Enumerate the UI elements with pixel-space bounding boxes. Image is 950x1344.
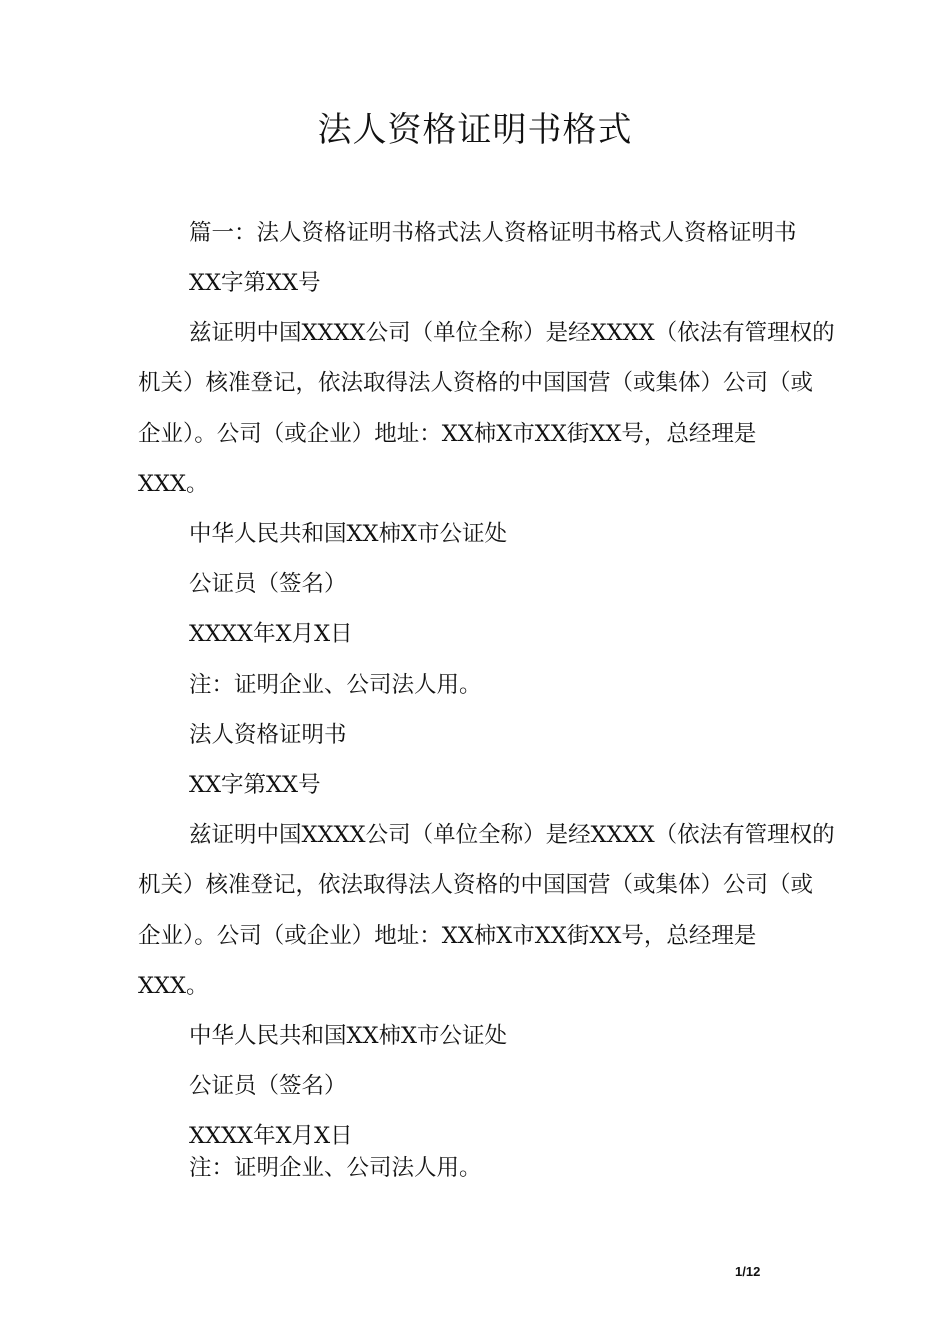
- date-line: XXXX年X月X日: [189, 1123, 353, 1149]
- paragraph-line: 企业）。公司（或企业）地址：XX柿X市XX街XX号，总经理是: [138, 421, 757, 447]
- note-line: 注：证明企业、公司法人用。: [189, 672, 482, 698]
- paragraph-line: XXX。: [138, 471, 209, 497]
- reference-number-line: XX字第XX号: [189, 772, 321, 798]
- notary-office-line: 中华人民共和国XX柿X市公证处: [189, 1023, 508, 1049]
- notary-signature-line: 公证员（签名）: [189, 571, 347, 597]
- date-line: XXXX年X月X日: [189, 621, 353, 647]
- paragraph-line: XXX。: [138, 973, 209, 999]
- paragraph-line: 兹证明中国XXXX公司（单位全称）是经XXXX（依法有管理权的: [189, 320, 835, 346]
- paragraph-line: 兹证明中国XXXX公司（单位全称）是经XXXX（依法有管理权的: [189, 822, 835, 848]
- note-line: 注：证明企业、公司法人用。: [189, 1155, 482, 1181]
- intro-line: 篇一：法人资格证明书格式法人资格证明书格式人资格证明书: [189, 220, 797, 246]
- paragraph-line: 企业）。公司（或企业）地址：XX柿X市XX街XX号，总经理是: [138, 923, 757, 949]
- page-number: 1/12: [735, 1264, 761, 1279]
- document-title: 法人资格证明书格式: [317, 110, 633, 150]
- notary-office-line: 中华人民共和国XX柿X市公证处: [189, 521, 508, 547]
- section-heading: 法人资格证明书: [189, 722, 347, 748]
- notary-signature-line: 公证员（签名）: [189, 1073, 347, 1099]
- reference-number-line: XX字第XX号: [189, 270, 321, 296]
- paragraph-line: 机关）核准登记，依法取得法人资格的中国国营（或集体）公司（或: [138, 872, 814, 898]
- paragraph-line: 机关）核准登记，依法取得法人资格的中国国营（或集体）公司（或: [138, 370, 814, 396]
